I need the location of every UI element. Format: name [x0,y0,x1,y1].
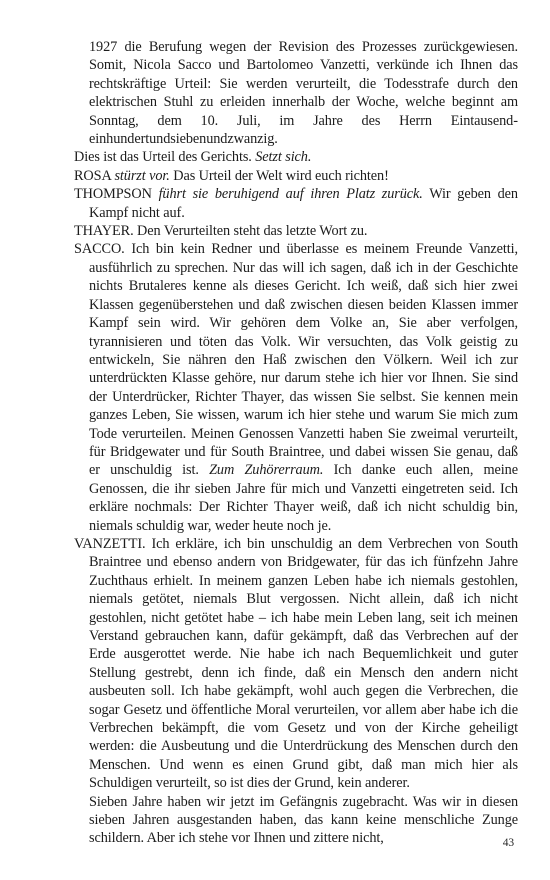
court-verdict-line [74,148,518,166]
rosa-line [74,167,518,185]
dialogue-text: Sieben Jahre haben wir jetzt im Gefängnis zugebracht. Was wir in diesen sieben Jahren ausgestanden haben, das kann keine menschliche Zunge schildern. Aber ich stehe vor Ihnen und zittere nicht, [89,793,518,847]
speaker-name: THOMPSON [74,186,152,203]
court-verdict-text: Dies ist das Urteil des Gerichts. [74,149,252,166]
sacco-speech [74,240,518,535]
dialogue-text: Wir geben den Kampf nicht auf. [89,186,518,221]
stage-direction: stürzt vor. [114,167,170,184]
thompson-line [74,185,518,222]
thayer-line [74,222,518,240]
dialogue-text: Ich erkläre, ich bin unschuldig an dem Verbrechen von South Braintree und ebenso andern von Bridgewater, für das ich fünfzehn Jahre Zuchthaus erhielt. In meinem ganzen Leben habe ich niemals gestohlen, niemals getötet, niemals Blut vergossen. Nicht allein, daß ich nicht gestohlen, nicht getötet habe – ich habe mein Leben lang, seit ich meinen Verstand gebrauchen kann, dafür gekämpft, daß das Verbrechen auf der Erde ausgerottet werde. Nie habe ich nach Bequemlichkeit und guter Stellung gestrebt, denn ich finde, daß ein Mensch den andern nicht ausbeuten soll. Ich habe gekämpft, wohl auch gegen die Verbrechen, die sogar Gesetz und öffentliche Moral verurteilen, vor allem aber habe ich die Verbrechen bekämpft, die vom Gesetz und von der Kirche geheiligt werden: die Ausbeutung und die Unterdrückung des Menschen durch den Menschen. Und wenn es einen Grund gibt, daß man mich hier als Schuldigen verurteilt, so ist dies der Grund, kein anderer. [89,535,518,792]
stage-direction: Setzt sich. [255,149,312,166]
vanzetti-speech-continued [74,793,518,848]
speaker-name: SACCO. [74,241,125,258]
page-number: 43 [502,837,514,849]
speaker-name: VANZETTI. [74,535,146,552]
stage-direction: Zum Zuhörerraum. [209,462,324,479]
dialogue-text: Ich danke euch allen, meine Genossen, die ihr sieben Jahre für mich und Vanzetti eingetreten seid. Ich erkläre nochmals: Der Richter Thayer weiß, daß ich nicht schuldig bin, niemals schuldig war, weder heute noch je. [89,462,518,534]
dialogue-text: Das Urteil der Welt wird euch richten! [173,167,389,184]
speaker-name: THAYER. [74,223,134,240]
vanzetti-speech [74,535,518,793]
page-text-block [74,38,518,848]
verdict-paragraph [74,38,518,148]
dialogue-text: Den Verurteilten steht das letzte Wort zu. [137,223,368,240]
speaker-name: ROSA [74,167,111,184]
stage-direction: führt sie beruhigend auf ihren Platz zurück. [158,186,423,203]
verdict-text: 1927 die Berufung wegen der Revision des Prozesses zurückgewiesen. Somit, Nicola Sacco und Bartolomeo Vanzetti, verkünde ich Ihnen das rechtskräftige Urteil: Sie werden verurteilt, die Todesstrafe durch den elektrischen Stuhl zu erleiden innerhalb der Woche, welche beginnt am Sonntag, dem 10. Juli, im Jahre des Herrn Eintausendeinhundertundsiebenundzwanzig. [89,39,518,148]
dialogue-text: Ich bin kein Redner und überlasse es meinem Freunde Vanzetti, ausführlich zu sprechen. Nur das will ich sagen, daß ich in der Geschichte nichts Brutaleres kenne als dieses Gericht. Ich weiß, daß sich hier zwei Klassen gegenüberstehen und daß zwischen diesen beiden Klassen immer Kampf sein wird. Wir gehören dem Volke an, Sie aber verfolgen, tyrannisieren und töten das Volk. Wir versuchten, das Volk geistig zu entwickeln, Sie nähren den Haß zwischen den Völkern. Weil ich zur unterdrückten Klasse gehöre, nur darum stehe ich hier vor Ihnen. Sie sind der Unterdrücker, Richter Thayer, das wissen Sie selbst. Sie kennen mein ganzes Leben, Sie wissen, warum ich hier stehe und warum Sie mich zum Tode verurteilen. Meinen Genossen Vanzetti haben Sie zweimal verurteilt, für Bridgewater und für South Braintree, und dabei wissen Sie genau, daß er unschuldig ist. [89,241,518,479]
